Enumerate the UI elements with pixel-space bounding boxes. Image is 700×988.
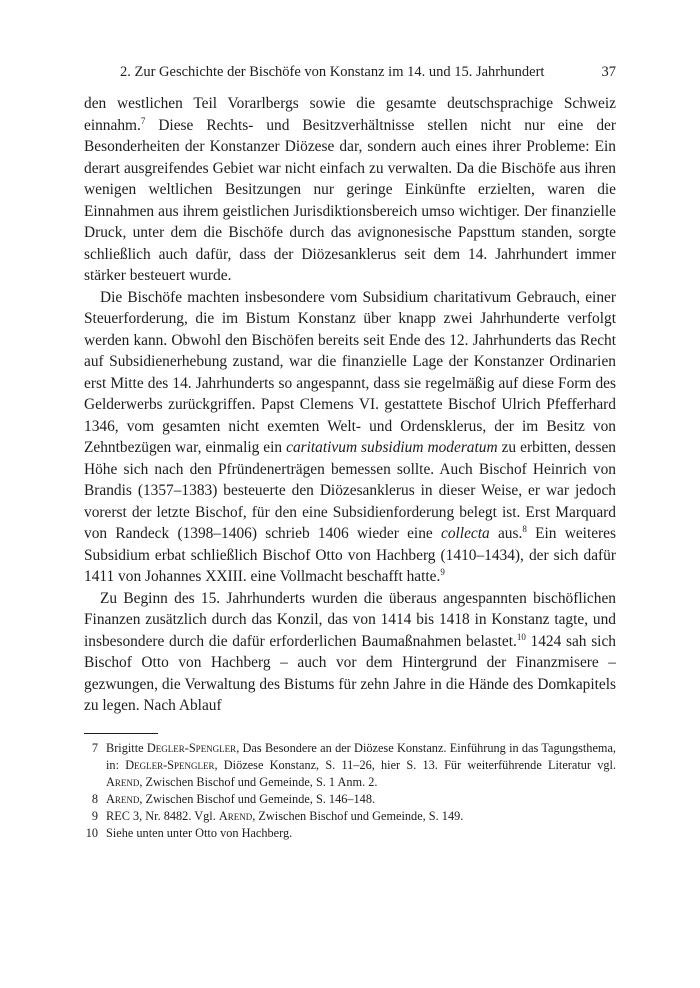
footnote-reference: 10: [516, 631, 526, 642]
footnote-number: 9: [91, 809, 98, 823]
text-run: Siehe unten unter Otto von Hachberg.: [106, 826, 293, 840]
author-name: Arend: [106, 792, 140, 806]
text-run: , Diözese Konstanz, S. 11–26, hier S. 13. Für weiterführende Literatur vgl.: [214, 758, 617, 772]
text-run: den westlichen Teil Vorarlbergs sowie die gesamte deutschsprachige Schweiz einnahm.: [84, 95, 616, 134]
text-run: Brigitte: [106, 741, 147, 755]
text-run: zu erbitten, dessen Höhe sich nach den Pfründenerträgen bemessen sollte. Auch Bischof Heinrich von Brandis (1357–1383) besteuerte den Diözesanklerus in dieser Weise, er war jedoch vorerst der letzte Bischof, für den eine Subsidienforderung belegt ist. Erst Marquard von Randeck (1398–1406) schrieb 1406 wieder eine: [84, 439, 616, 542]
footnote-text: [106, 792, 375, 806]
text-run: Die Bischöfe machten insbesondere vom Subsidium charitativum Gebrauch, einer Steuerforderung, die im Bistum Konstanz über knapp zwei Jahrhunderte verfolgt werden kann. Obwohl den Bischöfen bereits seit Ende des 12. Jahrhunderts das Recht auf Subsidienerhebung zustand, war die finanzielle Lage der Konstanzer Ordinarien erst Mitte des 14. Jahrhunderts so angespannt, dass sie regelmäßig auf diese Form des Gelderwerbs zurückgriffen. Papst Clemens VI. gestattete Bischof Ulrich Pfefferhard 1346, vom gesamten nicht exemten Welt- und Ordensklerus, der im Besitz von Zehntbezügen war, einmalig ein: [84, 288, 616, 456]
footnote-text: [106, 741, 616, 789]
text-run: , Das Besondere an der Diözese Konstanz. Einführung in das Tagungsthema, in:: [106, 741, 616, 772]
footnote-text: [106, 826, 292, 840]
italic-text: caritativum subsidium moderatum: [286, 439, 498, 456]
author-name: Degler-Spengler: [146, 741, 237, 755]
footnote: [84, 791, 616, 808]
text-run: aus.: [489, 525, 523, 542]
footnote: [84, 740, 616, 791]
footnote-text: [106, 809, 463, 823]
running-head: [84, 62, 616, 82]
body-text: [84, 93, 616, 717]
italic-text: collecta: [440, 525, 490, 542]
footnote-reference: 7: [140, 115, 146, 126]
text-run: Zu Beginn des 15. Jahrhunderts wurden die überaus angespannten bischöflichen Finanzen zusätzlich durch das Konzil, das von 1414 bis 1418 in Konstanz tagte, und insbesondere durch die dafür erforderlichen Baumaßnahmen belastet.: [84, 589, 616, 650]
paragraph-3: [84, 588, 616, 717]
text-run: 1424 sah sich Bischof Otto von Hachberg – auch vor dem Hintergrund der Finanzmisere – gezwungen, die Verwaltung des Bistums für zehn Jahre in die Hände des Domkapitels zu legen. Nach Ablauf: [84, 632, 616, 714]
author-name: Degler-Spengler: [125, 758, 215, 772]
paragraph-1: [84, 93, 616, 287]
author-name: Arend: [218, 809, 253, 823]
text-run: Diese Rechts- und Besitzverhältnisse stellen nicht nur eine der Besonderheiten der Konstanzer Diözese dar, sondern auch eines ihrer Probleme: Ein derart ausgreifendes Gebiet war nicht einfach zu verwalten. Da die Bischöfe aus ihren wenigen weltlichen Besitzungen nur geringe Einkünfte erzielten, waren die Einnahmen aus ihrem geistlichen Jurisdiktionsbereich umso wichtiger. Der finanzielle Druck, unter dem die Bischöfe durch das avignonesische Papsttum standen, sorgte schließlich auch dafür, dass der Diözesanklerus seit dem 14. Jahrhundert immer stärker besteuert wurde.: [84, 116, 616, 284]
footnote-number: 10: [85, 826, 98, 840]
footnote-separator: [84, 733, 158, 734]
footnote-reference: 9: [440, 567, 445, 577]
footnote-number: 7: [91, 741, 98, 755]
text-run: , Zwischen Bischof und Gemeinde, S. 149.: [252, 809, 464, 823]
text-run: REC 3, Nr. 8482. Vgl.: [106, 809, 219, 823]
footnote-reference: 8: [522, 524, 527, 534]
page-number: 37: [601, 64, 616, 80]
author-name: Arend: [106, 775, 140, 789]
text-run: , Zwischen Bischof und Gemeinde, S. 1 Anm. 2.: [139, 775, 378, 789]
paragraph-2: [84, 287, 616, 588]
footnote: [84, 808, 616, 825]
text-run: , Zwischen Bischof und Gemeinde, S. 146–148.: [139, 792, 376, 806]
footnote: [84, 825, 616, 842]
running-head-title: 2. Zur Geschichte der Bischöfe von Konstanz im 14. und 15. Jahrhundert: [120, 64, 545, 80]
text-run: Ein weiteres Subsidium erbat schließlich Bischof Otto von Hachberg (1410–1434), der sich dafür 1411 von Johannes XXIII. eine Vollmacht beschafft hatte.: [84, 525, 616, 585]
footnotes: [84, 740, 616, 842]
footnote-number: 8: [91, 792, 98, 806]
